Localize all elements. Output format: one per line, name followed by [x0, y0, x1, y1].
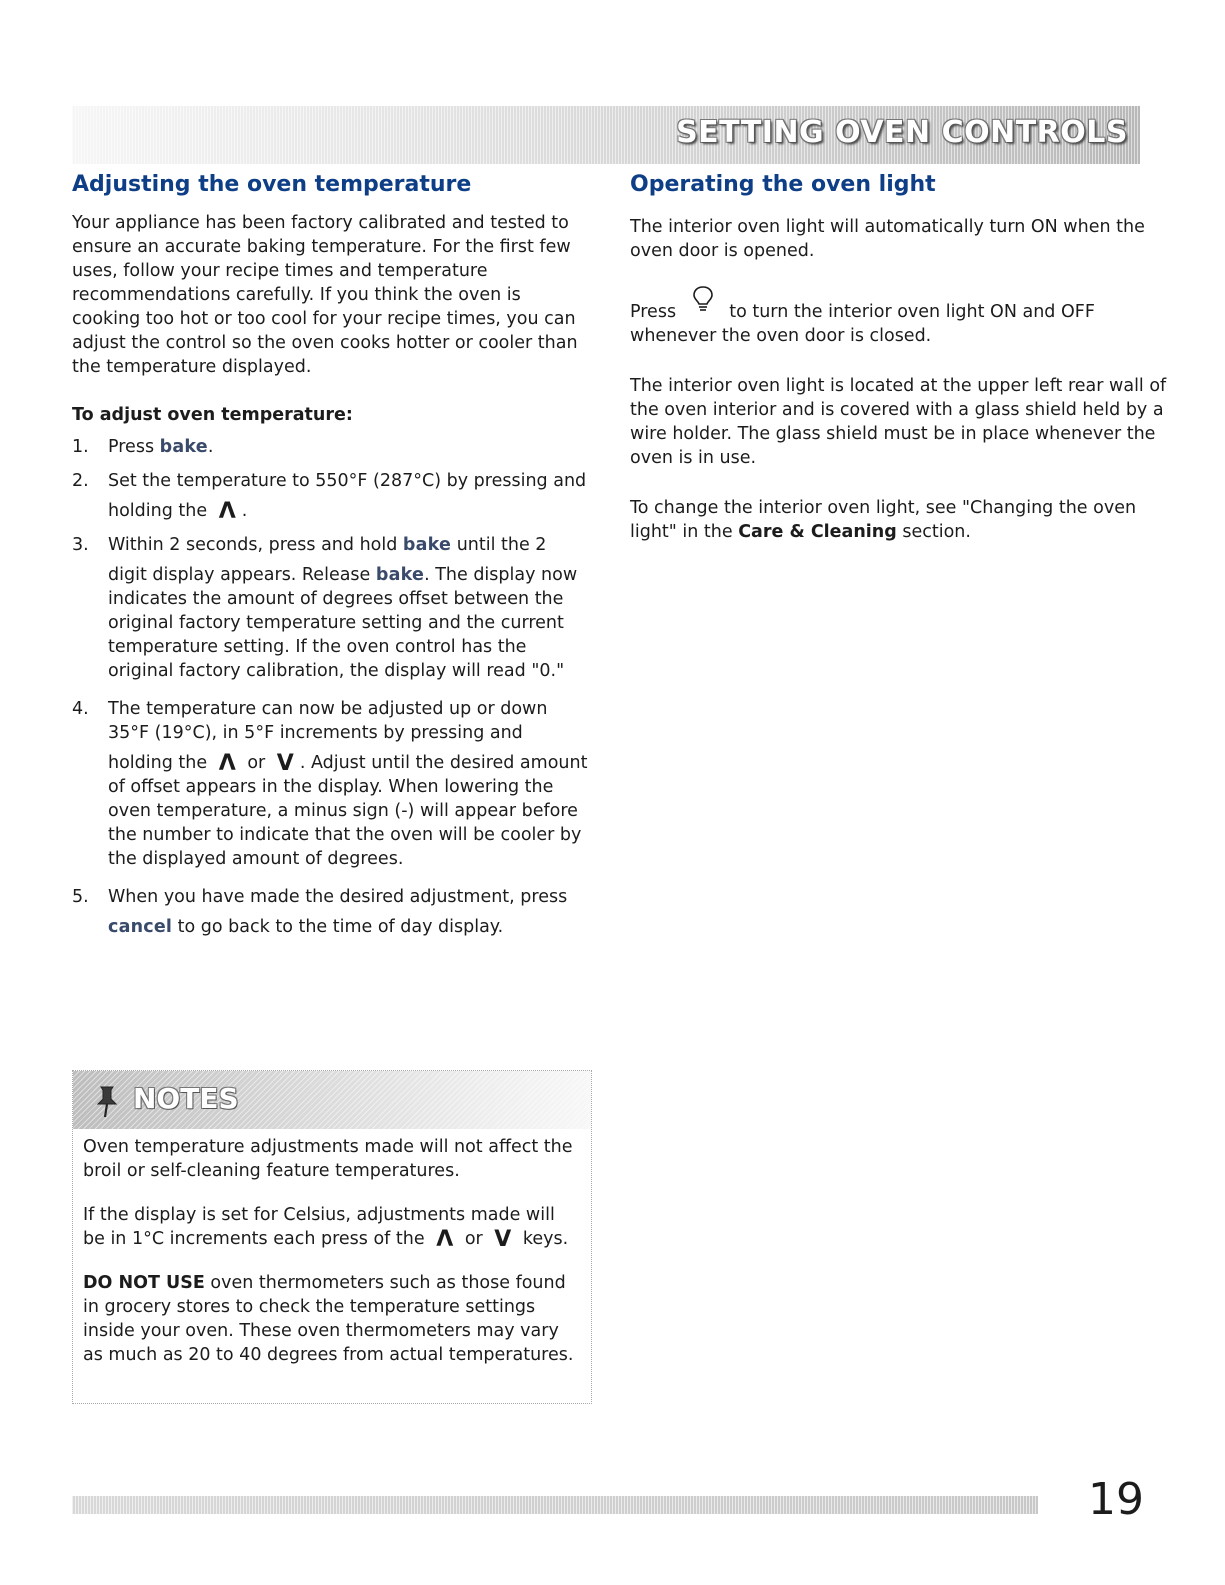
up-arrow-icon: Λ: [218, 499, 236, 524]
cancel-key-label: cancel: [108, 917, 173, 937]
notes-title: NOTES: [133, 1082, 239, 1115]
oven-light-p2: Press to turn the interior oven light ON and OFF whenever the oven door is closed.: [630, 295, 1170, 348]
step-1: 1. Press bake.: [72, 437, 214, 457]
step-3: 3. Within 2 seconds, press and hold bake until the 2 digit display appears. Release bake. The display now indicates the amount of degrees offset between the original factory temperature setting and the current temperature setting. If the oven control has the original factory calibration, the display will read "0.": [72, 535, 578, 681]
step-2: 2. Set the temperature to 550°F (287°C) by pressing and holding the Λ .: [72, 471, 587, 524]
down-arrow-icon: V: [494, 1227, 512, 1252]
bake-key-label: bake: [375, 565, 425, 585]
section-header-band: [72, 106, 1140, 164]
down-arrow-icon: V: [276, 751, 294, 776]
adjust-temp-subheading: To adjust oven temperature:: [72, 405, 353, 425]
notes-box: [72, 1070, 592, 1404]
bake-key-label: bake: [402, 535, 452, 555]
note-2: If the display is set for Celsius, adjustments made will be in 1°C increments each press of the Λ or V keys.: [83, 1205, 569, 1252]
right-column: [630, 172, 1170, 544]
oven-light-p3: The interior oven light is located at the upper left rear wall of the oven interior and is covered with a glass shield held by a wire holder. The glass shield must be in place whenever the oven is in use.: [630, 376, 1167, 468]
step-4: 4. The temperature can now be adjusted up or down 35°F (19°C), in 5°F increments by pressing and holding the Λ or V . Adjust until the desired amount of offset appears in the display. When lowering the oven temperature, a minus sign (-) will appear before the number to indicate that the oven will be cooler by the displayed amount of degrees.: [72, 699, 588, 869]
adjust-temp-heading: Adjusting the oven temperature: [72, 172, 472, 197]
pushpin-icon: [91, 1083, 121, 1123]
up-arrow-icon: Λ: [218, 751, 236, 776]
adjust-temp-intro: Your appliance has been factory calibrated and tested to ensure an accurate baking temperature. For the first few uses, follow your recipe times and temperature recommendations carefully. If you think the oven is cooking too hot or too cool for your recipe times, you can adjust the control so the oven cooks hotter or cooler than the temperature displayed.: [72, 213, 578, 377]
left-column: [72, 172, 592, 949]
section-title: SETTING OVEN CONTROLS: [676, 115, 1128, 150]
oven-light-p1: The interior oven light will automatically turn ON when the oven door is opened.: [630, 217, 1145, 261]
adjust-temp-steps: [72, 435, 592, 939]
page-number: 19: [1088, 1474, 1144, 1525]
oven-light-p4: To change the interior oven light, see "Changing the oven light" in the Care & Cleaning section.: [630, 498, 1137, 542]
oven-light-heading: Operating the oven light: [630, 172, 936, 197]
footer-band: [72, 1496, 1038, 1514]
note-3: DO NOT USE oven thermometers such as those found in grocery stores to check the temperature settings inside your oven. These oven thermometers may vary as much as 20 to 40 degrees from actual temperatures.: [83, 1273, 574, 1365]
care-cleaning-ref: Care & Cleaning: [738, 522, 897, 542]
up-arrow-icon: Λ: [436, 1227, 454, 1252]
step-5: 5. When you have made the desired adjustment, press cancel to go back to the time of day display.: [72, 887, 568, 937]
light-bulb-icon: [690, 295, 716, 319]
note-1: Oven temperature adjustments made will not affect the broil or self-cleaning feature temperatures.: [83, 1137, 573, 1181]
bake-key-label: bake: [159, 437, 208, 457]
notes-header: [73, 1071, 591, 1129]
